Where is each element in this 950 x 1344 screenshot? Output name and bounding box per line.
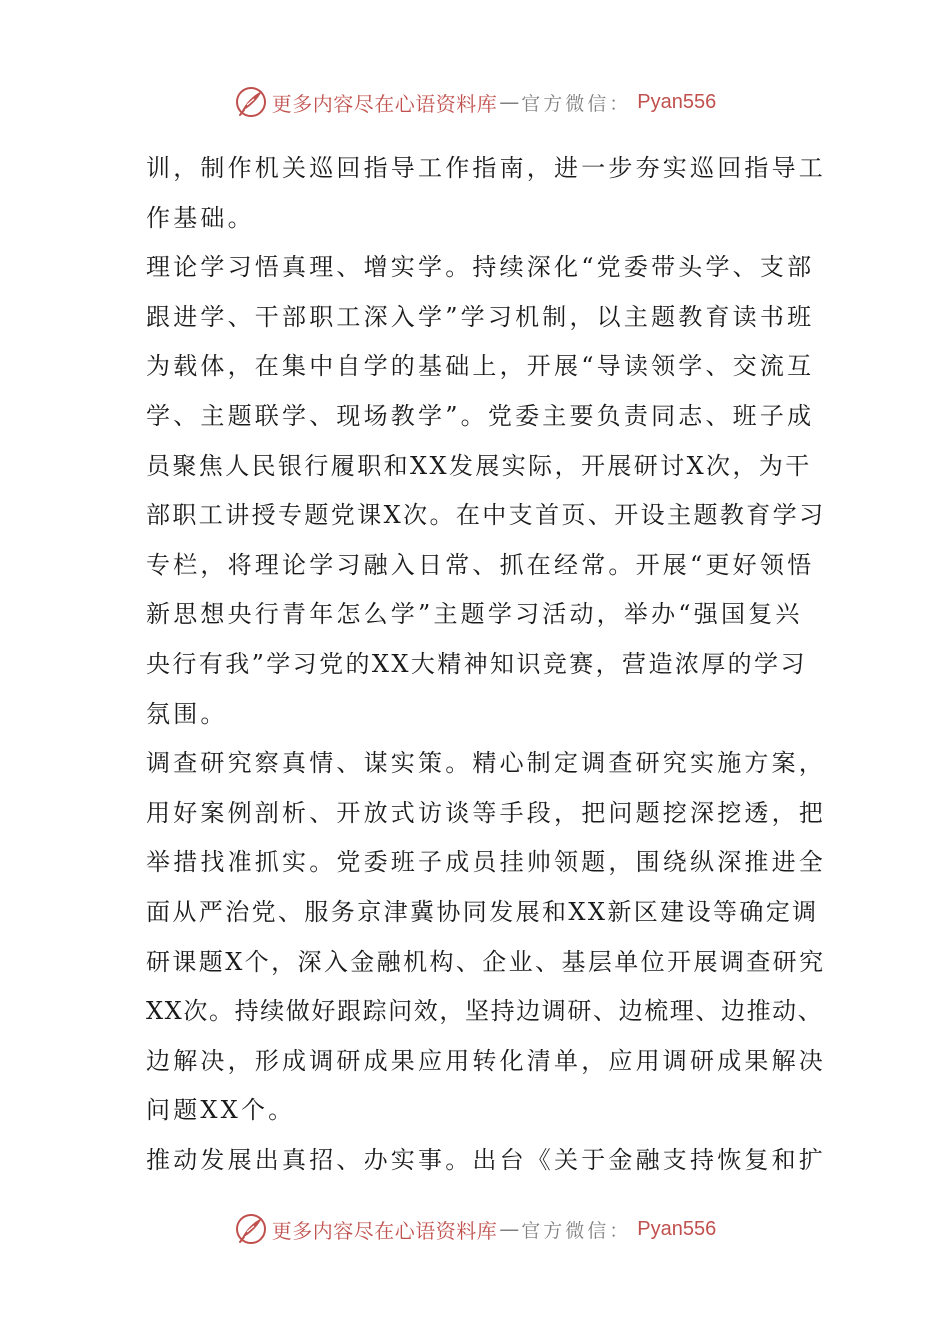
wechat-id: Pyan556 [637, 90, 717, 113]
quill-logo-icon [234, 85, 268, 119]
text-line: 跟进学、干部职工深入学”学习机制，以主题教育读书班 [146, 302, 815, 331]
section-heading-research: 调查研究察真情、谋实策。精心制定调查研究实施方案， [146, 749, 826, 778]
text-line: 员聚焦人民银行履职和XX发展实际，开展研讨X次，为干 [146, 451, 812, 480]
text-line: 专栏，将理论学习融入日常、抓在经常。开展“更好领悟 [146, 550, 815, 579]
text-line: 氛围。 [146, 699, 228, 728]
document-body [146, 144, 826, 1185]
text-line: 新思想央行青年怎么学”主题学习活动，举办“强国复兴 [146, 600, 803, 629]
text-line: 部职工讲授专题党课X次。在中支首页、开设主题教育学习 [146, 501, 826, 530]
text-line: 训，制作机关巡回指导工作指南，进一步夯实巡回指导工 [146, 154, 826, 182]
text-line: 举措找准抓实。党委班子成员挂帅领题，围绕纵深推进全 [146, 848, 826, 877]
text-line: 作基础。 [146, 203, 255, 232]
footer-banner [0, 1209, 950, 1249]
text-line: 面从严治党、服务京津冀协同发展和XX新区建设等确定调 [146, 897, 819, 926]
section-heading-theory: 理论学习悟真理、增实学。持续深化“党委带头学、支部 [146, 253, 815, 282]
banner-separator: — [499, 90, 520, 114]
section-heading-development: 推动发展出真招、办实事。出台《关于金融支持恢复和扩 [146, 1145, 826, 1174]
text-line: 问题XX个。 [146, 1096, 296, 1125]
text-line: XX次。持续做好跟踪问效，坚持边调研、边梳理、边推动、 [146, 997, 824, 1026]
text-line: 用好案例剖析、开放式访谈等手段，把问题挖深挖透，把 [146, 798, 826, 827]
text-line: 边解决，形成调研成果应用转化清单，应用调研成果解决 [146, 1046, 826, 1075]
text-line: 央行有我”学习党的XX大精神知识竞赛，营造浓厚的学习 [146, 649, 807, 678]
official-wechat-label: 官方微信： [521, 1219, 632, 1242]
brand-name: 更多内容尽在心语资料库 [271, 91, 498, 116]
brand-name: 更多内容尽在心语资料库 [271, 1218, 498, 1243]
official-wechat-label: 官方微信： [521, 92, 632, 115]
text-line: 为载体，在集中自学的基础上，开展“导读领学、交流互 [146, 352, 815, 381]
header-banner [0, 82, 950, 122]
quill-logo-icon [234, 1212, 268, 1246]
text-line: 学、主题联学、现场教学”。党委主要负责同志、班子成 [146, 401, 815, 430]
text-line: 研课题X个，深入金融机构、企业、基层单位开展调查研究 [146, 947, 826, 976]
wechat-id: Pyan556 [637, 1217, 717, 1240]
banner-separator: — [499, 1217, 520, 1241]
